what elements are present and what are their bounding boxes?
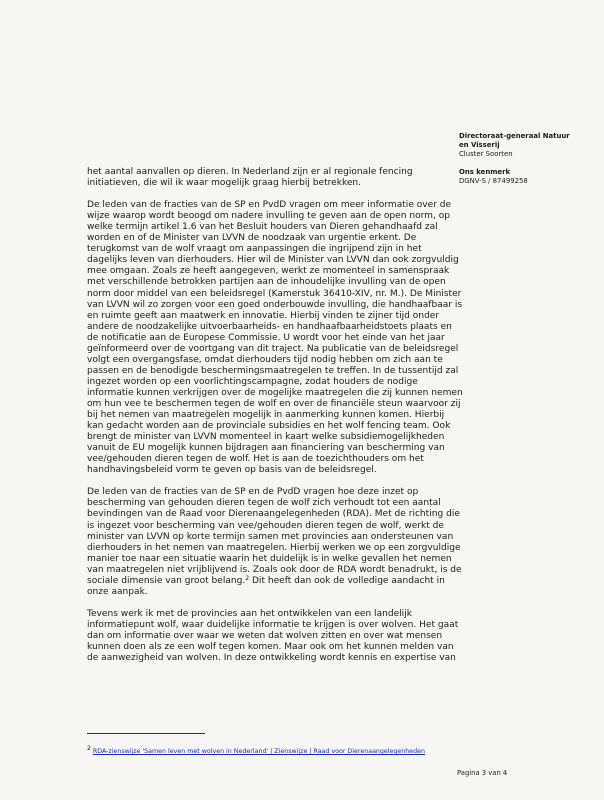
paragraph-3 [87,487,463,597]
paragraph-3-text: De leden van de fracties van de SP en de PvdD vragen hoe deze inzet op bescherming van gehouden dieren tegen de wolf zich verhoudt tot een aantal bevindingen van de Raad voor Dierenaangelegenheden (RDA). Met de richting die is ingezet voor bescherming van vee/gehouden dieren tegen de wolf, werkt de minister van LVVN op korte termijn samen met provincies aan ondersteunen van dierhouders in het nemen van maatregelen. Hierbij werken we op een zorgvuldige manier toe naar een situatie waarin het duidelijk is in welke gevallen het nemen van maatregelen niet vrijblijvend is. Zoals ook door de RDA wordt benadrukt, is de sociale dimensie van groot belang. [87,487,462,586]
reference-block [459,168,599,186]
cluster-name: Cluster Soorten [459,149,513,158]
footnote-reference[interactable]: 2 [245,574,250,582]
paragraph-4: Tevens werk ik met de provincies aan het ontwikkelen van een landelijk informatiepunt wolf, waar duidelijke informatie te krijgen is over wolven. Het gaat dan om informatie over waar we weten dat wolven zitten en over wat mensen kunnen doen als ze een wolf tegen komen. Maar ook om het kunnen melden van de aanwezigheid van wolven. In deze ontwikkeling wordt kennis en expertise van [87,608,459,664]
page-number: Pagina 3 van 4 [457,769,508,777]
footnote-number: 2 [87,745,91,752]
paragraph-2: De leden van de fracties van de SP en PvdD vragen om meer informatie over de wijze waarop wordt beoogd om nadere invulling te geven aan de open norm, op welke termijn artikel 1.6 van het Besluit houders van Dieren gehandhaafd zal worden en of de Minister van LVVN de noodzaak van urgentie erkent. De terugkomst van de wolf vraagt om aanpassingen die ingrijpend zijn in het dagelijks leven van dierhouders. Hier wil de Minister van LVVN dan ook zorgvuldig mee omgaan. Zoals ze heeft aangegeven, werkt ze momenteel in samenspraak met verschillende betrokken partijen aan de inhoudelijke invulling van de open norm door middel van een beleidsregel (Kamerstuk 36410-XIV, nr. M.). De Minister van LVVN wil zo zorgen voor een goed onderbouwde invulling, die handhaafbaar is en ruimte geeft aan maatwerk en innovatie. Hierbij vinden te zijner tijd onder andere de noodzakelijke uitvoerbaarheids- en handhaafbaarheidstoets plaats en de notificatie aan de Europese Commissie. U wordt voor het einde van het jaar geïnformeerd over de voortgang van dit traject. Na publicatie van de beleidsregel volgt een overgangsfase, omdat dierhouders tijd nodig hebben om zich aan te passen en de benodigde beschermingsmaatregelen te treffen. In de tussentijd zal ingezet worden op een voorlichtingscampagne, zodat houders de nodige informatie kunnen verkrijgen over de mogelijke maatregelen die zij kunnen nemen om hun vee te beschermen tegen de wolf en over de financiële steun waarvoor zij bij het nemen van maatregelen mogelijk in aanmerking kunnen komen. Hierbij kan gedacht worden aan de provinciale subsidies en het wolf fencing team. Ook brengt de minister van LVVN momenteel in kaart welke subsidiemogelijkheden vanuit de EU mogelijk kunnen bijdragen aan financiering van bescherming van vee/gehouden dieren tegen de wolf. Het is aan de toezichthouders om het handhavingsbeleid vorm te geven op basis van de beleidsregel. [87,200,463,476]
letter-body [87,167,463,675]
department-name-line2: en Visserij [459,140,500,149]
footnote-link[interactable]: RDA-zienswijze 'Samen leven met wolven in Nederland' | Zienswijze | Raad voor Dierenaangelegenheden [92,748,426,755]
reference-value: DGNV-S / 87499258 [459,177,528,186]
reference-label: Ons kenmerk [459,168,511,177]
sender-sidebar [459,132,599,196]
footnote-divider [87,733,205,734]
footnote [87,745,487,756]
department-block [459,132,599,158]
paragraph-1: het aantal aanvallen op dieren. In Nederland zijn er al regionale fencing initiatieven, die wil ik waar mogelijk graag hierbij betrekken. [87,167,413,189]
department-name-line1: Directoraat-generaal Natuur [459,132,570,140]
paragraph-3-tail: Dit heeft dan ook de volledige aandacht in onze aanpak. [87,575,445,597]
